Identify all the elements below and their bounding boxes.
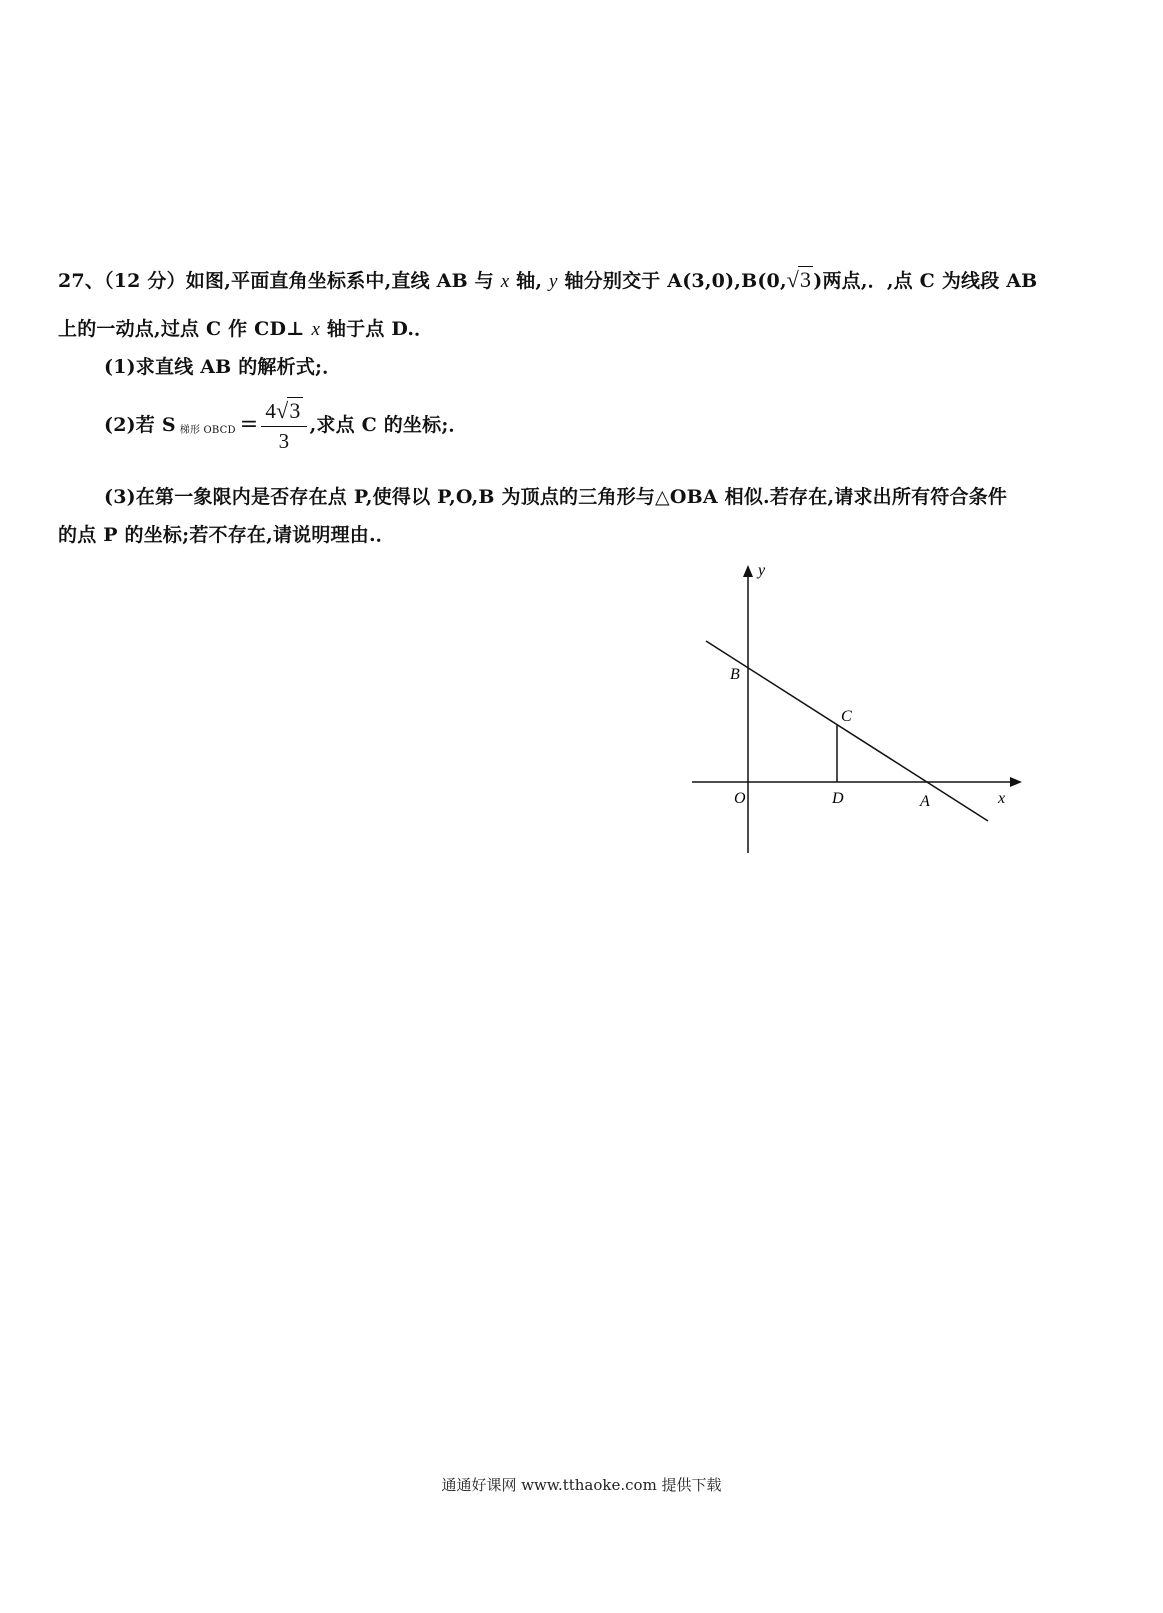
- problem-line2-text-2: 轴于点 D.．: [326, 318, 434, 340]
- problem-intro-text-3: 轴分别交于 A(3,0),B(0,: [564, 270, 787, 292]
- problem-intro-text-2: 轴,: [516, 270, 543, 292]
- problem-line-2: [58, 314, 433, 341]
- label-d: D: [832, 790, 844, 807]
- trapezoid-subscript: 梯形 OBCD: [179, 425, 236, 436]
- fraction: [261, 398, 306, 454]
- y-axis-arrow-icon: [743, 565, 753, 577]
- part-2-prefix: (2)若 S: [104, 414, 176, 436]
- fraction-sqrt: √3: [276, 398, 301, 423]
- part-2-suffix: ,求点 C 的坐标;．: [309, 414, 468, 436]
- part-2: [104, 398, 468, 454]
- coordinate-figure: [680, 555, 1030, 865]
- x-variable-2: x: [311, 319, 321, 340]
- fraction-radicand: 3: [289, 398, 301, 423]
- problem-intro-text-4: )两点,．,点 C 为线段 AB: [813, 270, 1038, 292]
- x-axis-arrow-icon: [1010, 777, 1022, 787]
- part-3-line-2: 的点 P 的坐标;若不存在,请说明理由.．: [58, 524, 395, 546]
- problem-intro-text: 27、（12 分）如图,平面直角坐标系中,直线 AB 与: [58, 270, 494, 292]
- label-c: C: [841, 708, 852, 725]
- label-o: O: [734, 790, 746, 807]
- y-variable: y: [549, 271, 558, 292]
- part-3-line-1: (3)在第一象限内是否存在点 P,使得以 P,O,B 为顶点的三角形与△OBA 相似.若存在,请求出所有符合条件: [104, 486, 1008, 508]
- x-variable: x: [500, 271, 510, 292]
- footer-credit: 通通好课网 www.tthaoke.com 提供下载: [441, 1476, 722, 1494]
- sqrt-radicand: 3: [800, 267, 812, 292]
- sqrt-3: √3: [786, 267, 812, 292]
- fraction-denominator: 3: [278, 429, 290, 453]
- problem-line-1: [58, 266, 1037, 293]
- part-1: (1)求直线 AB 的解析式;．: [104, 356, 342, 378]
- equals-sign: =: [239, 412, 259, 437]
- label-a: A: [920, 793, 930, 810]
- label-b: B: [730, 666, 740, 683]
- label-x: x: [998, 790, 1006, 807]
- fraction-numerator: [261, 398, 306, 427]
- label-y: y: [758, 562, 766, 579]
- problem-line2-text: 上的一动点,过点 C 作 CD⊥: [58, 318, 305, 340]
- fraction-coef: 4: [265, 399, 277, 423]
